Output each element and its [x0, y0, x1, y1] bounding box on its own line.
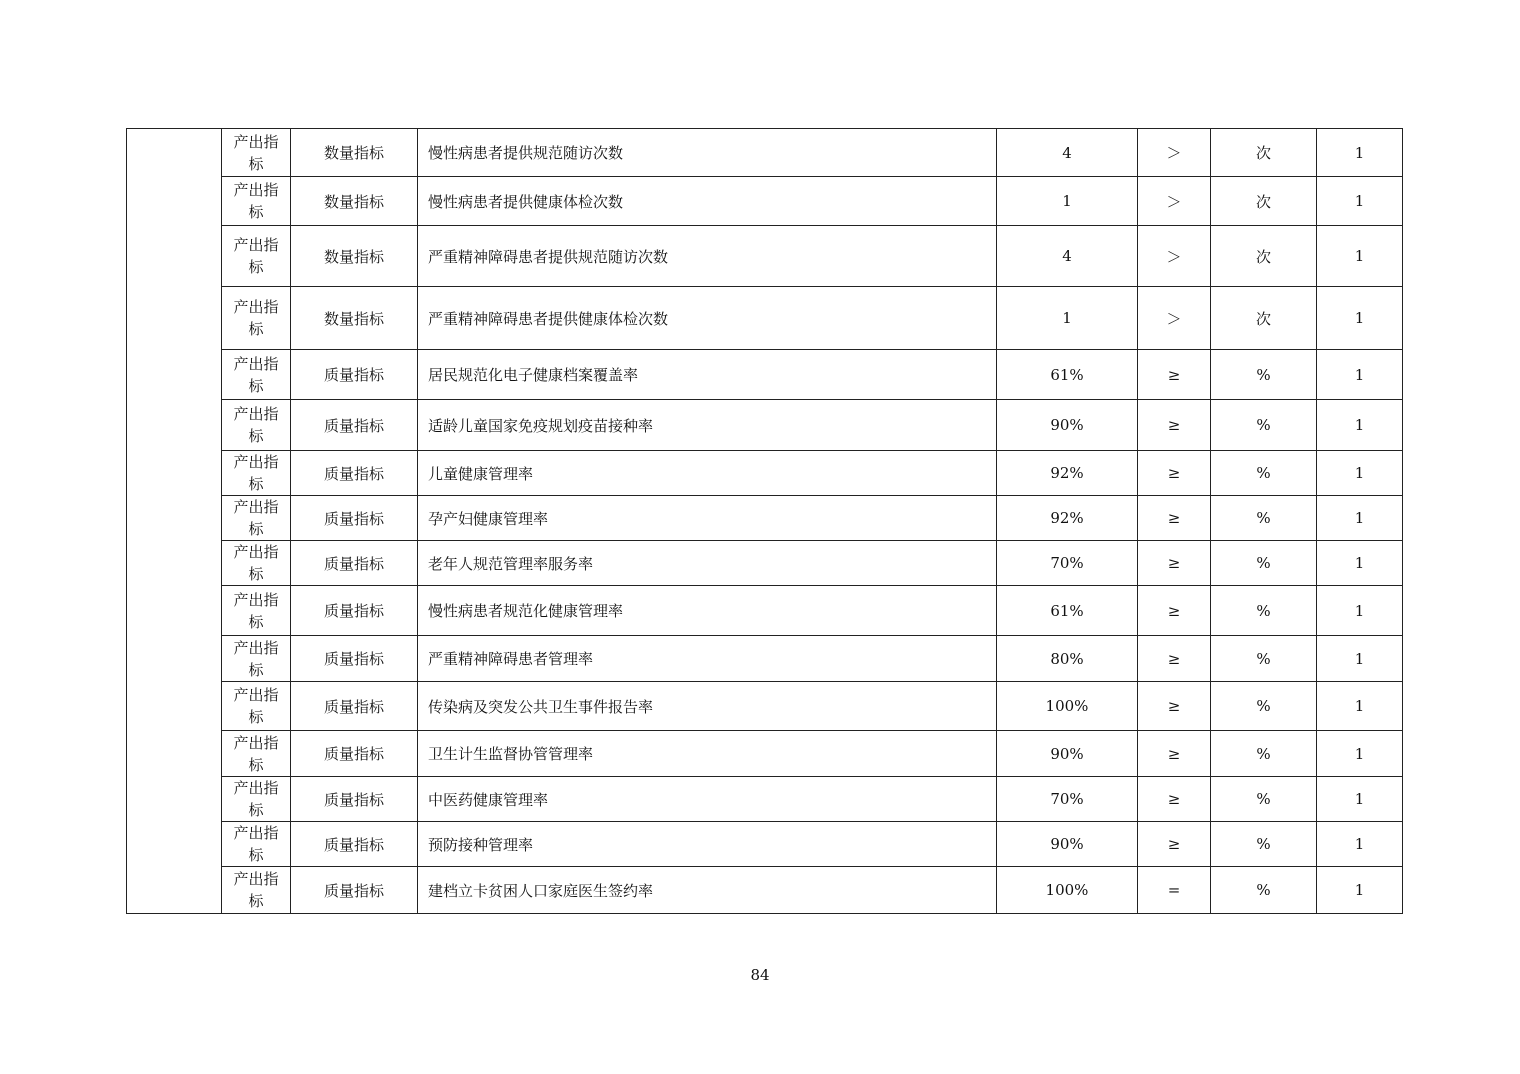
level1-indicator-text: 标: [248, 203, 264, 221]
level2-indicator-cell: 质量指标: [291, 541, 418, 586]
table-row: [127, 777, 1403, 822]
comparison-operator-cell: ＞: [1138, 226, 1211, 287]
weight-cell: 1: [1317, 496, 1403, 541]
level1-indicator-text: 产出指: [233, 132, 279, 151]
level1-indicator-cell: [222, 682, 291, 731]
comparison-operator-cell: ≥: [1138, 682, 1211, 731]
indicator-name-cell: 适龄儿童国家免疫规划疫苗接种率: [418, 400, 997, 451]
target-value-cell: 61%: [997, 350, 1138, 400]
level1-indicator-text: 产出指: [233, 733, 279, 752]
indicator-name-cell: 慢性病患者提供规范随访次数: [418, 129, 997, 177]
level1-indicator-text: 产出指: [233, 405, 279, 423]
comparison-operator-cell: ≥: [1138, 777, 1211, 822]
level1-indicator-cell: [222, 129, 291, 177]
level2-indicator-cell: 数量指标: [291, 129, 418, 177]
weight-cell: 1: [1317, 867, 1403, 914]
indicator-name-cell: 慢性病患者规范化健康管理率: [418, 586, 997, 636]
merged-category-cell: [127, 129, 222, 914]
comparison-operator-cell: ≥: [1138, 400, 1211, 451]
level2-indicator-cell: 质量指标: [291, 350, 418, 400]
level1-indicator-text: 产出指: [233, 870, 279, 888]
unit-cell: %: [1211, 777, 1317, 822]
level1-indicator-cell: [222, 451, 291, 496]
level1-indicator-text: 标: [248, 708, 264, 726]
table-row: [127, 541, 1403, 586]
level1-indicator-text: 产出指: [233, 498, 279, 516]
target-value-cell: 1: [997, 177, 1138, 226]
level1-indicator-text: 标: [248, 520, 264, 538]
target-value-cell: 90%: [997, 400, 1138, 451]
level1-indicator-cell: [222, 731, 291, 777]
weight-cell: 1: [1317, 586, 1403, 636]
target-value-cell: 80%: [997, 636, 1138, 682]
target-value-cell: 92%: [997, 451, 1138, 496]
comparison-operator-cell: ＞: [1138, 129, 1211, 177]
level1-indicator-text: 标: [248, 892, 264, 910]
table-row: [127, 350, 1403, 400]
weight-cell: 1: [1317, 822, 1403, 867]
table-row: [127, 867, 1403, 914]
weight-cell: 1: [1317, 636, 1403, 682]
level1-indicator-text: 产出指: [233, 298, 279, 316]
level1-indicator-text: 标: [248, 320, 264, 338]
target-value-cell: 100%: [997, 867, 1138, 914]
level1-indicator-text: 标: [248, 427, 264, 445]
level1-indicator-cell: [222, 586, 291, 636]
indicator-name-cell: 卫生计生监督协管管理率: [418, 731, 997, 777]
level1-indicator-text: 产出指: [233, 638, 279, 657]
level1-indicator-text: 产出指: [233, 543, 279, 561]
level1-indicator-cell: [222, 226, 291, 287]
level1-indicator-text: 产出指: [233, 453, 279, 471]
unit-cell: %: [1211, 867, 1317, 914]
level2-indicator-cell: 质量指标: [291, 400, 418, 451]
level1-indicator-cell: [222, 822, 291, 867]
weight-cell: 1: [1317, 226, 1403, 287]
level2-indicator-cell: 质量指标: [291, 451, 418, 496]
table-row: [127, 226, 1403, 287]
comparison-operator-cell: ≥: [1138, 350, 1211, 400]
level1-indicator-text: 标: [248, 258, 264, 276]
level1-indicator-text: 标: [248, 565, 264, 583]
target-value-cell: 4: [997, 226, 1138, 287]
level1-indicator-text: 产出指: [233, 590, 279, 609]
indicator-name-cell: 儿童健康管理率: [418, 451, 997, 496]
target-value-cell: 70%: [997, 777, 1138, 822]
weight-cell: 1: [1317, 129, 1403, 177]
level2-indicator-cell: 质量指标: [291, 867, 418, 914]
level1-indicator-cell: [222, 496, 291, 541]
table-row: [127, 451, 1403, 496]
target-value-cell: 1: [997, 287, 1138, 350]
table-row: [127, 129, 1403, 177]
level1-indicator-cell: [222, 350, 291, 400]
comparison-operator-cell: ≥: [1138, 496, 1211, 541]
target-value-cell: 90%: [997, 731, 1138, 777]
indicator-name-cell: 严重精神障碍患者管理率: [418, 636, 997, 682]
level2-indicator-cell: 质量指标: [291, 822, 418, 867]
table-row: [127, 287, 1403, 350]
level1-indicator-text: 标: [248, 801, 264, 819]
level2-indicator-cell: 数量指标: [291, 226, 418, 287]
level2-indicator-cell: 数量指标: [291, 177, 418, 226]
table-row: [127, 682, 1403, 731]
weight-cell: 1: [1317, 682, 1403, 731]
indicator-name-cell: 传染病及突发公共卫生事件报告率: [418, 682, 997, 731]
level1-indicator-text: 标: [248, 846, 264, 864]
level2-indicator-cell: 质量指标: [291, 777, 418, 822]
level1-indicator-text: 标: [248, 154, 264, 173]
weight-cell: 1: [1317, 541, 1403, 586]
comparison-operator-cell: ≥: [1138, 586, 1211, 636]
comparison-operator-cell: ≥: [1138, 451, 1211, 496]
comparison-operator-cell: ≥: [1138, 636, 1211, 682]
target-value-cell: 92%: [997, 496, 1138, 541]
target-value-cell: 70%: [997, 541, 1138, 586]
level2-indicator-cell: 质量指标: [291, 682, 418, 731]
comparison-operator-cell: =: [1138, 867, 1211, 914]
level2-indicator-cell: 数量指标: [291, 287, 418, 350]
indicator-name-cell: 慢性病患者提供健康体检次数: [418, 177, 997, 226]
unit-cell: 次: [1211, 129, 1317, 177]
level1-indicator-cell: [222, 541, 291, 586]
table-row: [127, 731, 1403, 777]
level1-indicator-text: 产出指: [233, 824, 279, 842]
target-value-cell: 90%: [997, 822, 1138, 867]
unit-cell: %: [1211, 400, 1317, 451]
target-value-cell: 4: [997, 129, 1138, 177]
indicator-name-cell: 严重精神障碍患者提供健康体检次数: [418, 287, 997, 350]
table-row: [127, 822, 1403, 867]
unit-cell: %: [1211, 451, 1317, 496]
table-row: [127, 586, 1403, 636]
level1-indicator-text: 标: [248, 660, 264, 679]
comparison-operator-cell: ≥: [1138, 822, 1211, 867]
table-row: [127, 496, 1403, 541]
unit-cell: %: [1211, 822, 1317, 867]
unit-cell: %: [1211, 496, 1317, 541]
indicator-name-cell: 严重精神障碍患者提供规范随访次数: [418, 226, 997, 287]
level1-indicator-cell: [222, 636, 291, 682]
weight-cell: 1: [1317, 777, 1403, 822]
indicator-name-cell: 老年人规范管理率服务率: [418, 541, 997, 586]
level1-indicator-text: 标: [248, 475, 264, 493]
performance-indicator-table: [126, 128, 1403, 914]
unit-cell: %: [1211, 541, 1317, 586]
weight-cell: 1: [1317, 287, 1403, 350]
comparison-operator-cell: ＞: [1138, 287, 1211, 350]
level1-indicator-cell: [222, 867, 291, 914]
level1-indicator-cell: [222, 400, 291, 451]
unit-cell: 次: [1211, 287, 1317, 350]
level1-indicator-text: 产出指: [233, 236, 279, 254]
unit-cell: %: [1211, 731, 1317, 777]
unit-cell: %: [1211, 682, 1317, 731]
unit-cell: 次: [1211, 226, 1317, 287]
unit-cell: %: [1211, 350, 1317, 400]
level1-indicator-text: 标: [248, 612, 264, 631]
target-value-cell: 61%: [997, 586, 1138, 636]
level1-indicator-text: 产出指: [233, 779, 279, 797]
level1-indicator-text: 产出指: [233, 354, 279, 373]
level2-indicator-cell: 质量指标: [291, 731, 418, 777]
comparison-operator-cell: ≥: [1138, 541, 1211, 586]
table-row: [127, 400, 1403, 451]
weight-cell: 1: [1317, 177, 1403, 226]
table-body: [127, 129, 1403, 914]
weight-cell: 1: [1317, 400, 1403, 451]
table-row: [127, 177, 1403, 226]
unit-cell: %: [1211, 636, 1317, 682]
page-number: 84: [750, 966, 770, 984]
indicator-name-cell: 居民规范化电子健康档案覆盖率: [418, 350, 997, 400]
indicator-name-cell: 中医药健康管理率: [418, 777, 997, 822]
comparison-operator-cell: ＞: [1138, 177, 1211, 226]
level2-indicator-cell: 质量指标: [291, 586, 418, 636]
indicator-name-cell: 建档立卡贫困人口家庭医生签约率: [418, 867, 997, 914]
weight-cell: 1: [1317, 731, 1403, 777]
level1-indicator-cell: [222, 777, 291, 822]
level1-indicator-text: 标: [248, 376, 264, 395]
level1-indicator-text: 产出指: [233, 686, 279, 704]
level2-indicator-cell: 质量指标: [291, 636, 418, 682]
table-row: [127, 636, 1403, 682]
level1-indicator-cell: [222, 177, 291, 226]
unit-cell: 次: [1211, 177, 1317, 226]
indicator-name-cell: 孕产妇健康管理率: [418, 496, 997, 541]
comparison-operator-cell: ≥: [1138, 731, 1211, 777]
level1-indicator-cell: [222, 287, 291, 350]
target-value-cell: 100%: [997, 682, 1138, 731]
weight-cell: 1: [1317, 451, 1403, 496]
unit-cell: %: [1211, 586, 1317, 636]
level2-indicator-cell: 质量指标: [291, 496, 418, 541]
indicator-name-cell: 预防接种管理率: [418, 822, 997, 867]
weight-cell: 1: [1317, 350, 1403, 400]
level1-indicator-text: 标: [248, 755, 264, 774]
level1-indicator-text: 产出指: [233, 181, 279, 199]
